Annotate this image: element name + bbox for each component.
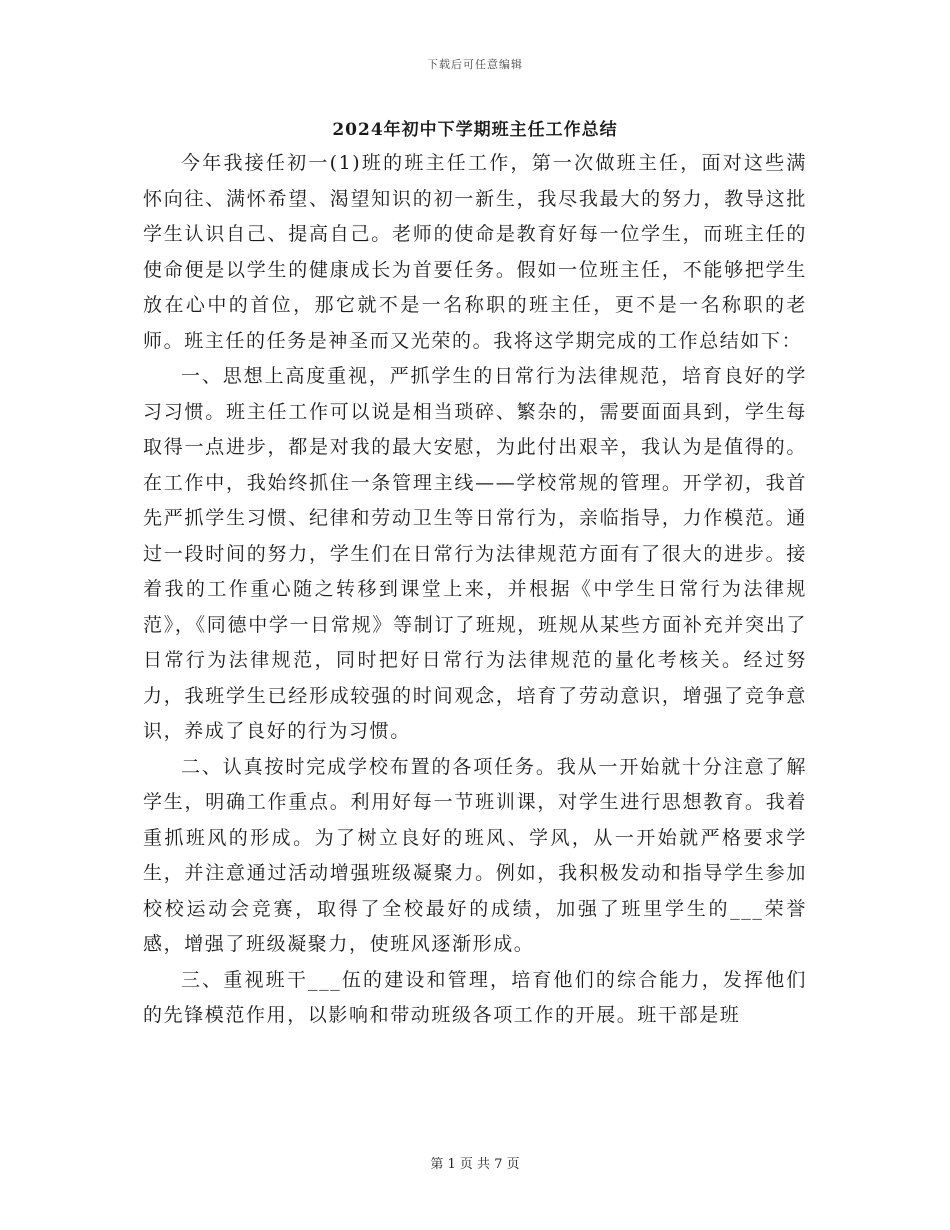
paragraph-section-3: 三、重视班干___伍的建设和管理，培育他们的综合能力，发挥他们的先锋模范作用，以影响和带动班级各项工作的开展。班干部是班 xyxy=(143,968,807,1026)
page-number: 第 1 页 共 7 页 xyxy=(430,1157,520,1172)
paragraph-intro: 今年我接任初一(1)班的班主任工作，第一次做班主任，面对这些满怀向往、满怀希望、渴望知识的初一新生，我尽我最大的努力，教导这批学生认识自己、提高自己。老师的使命是教育好每一位学生，而班主任的使命便是以学生的健康成长为首要任务。假如一位班主任，不能够把学生放在心中的首位，那它就不是一名称职的班主任，更不是一名称职的老师。班主任的任务是神圣而又光荣的。我将这学期完成的工作总结如下： xyxy=(143,152,807,352)
page-header-note: 下载后可任意编辑 xyxy=(427,58,523,71)
document-title: 2024年初中下学期班主任工作总结 xyxy=(332,120,618,140)
paragraph-section-1: 一、思想上高度重视，严抓学生的日常行为法律规范，培育良好的学习习惯。班主任工作可以说是相当琐碎、繁杂的，需要面面具到，学生每取得一点进步，都是对我的最大安慰，为此付出艰辛，我认为是值得的。在工作中，我始终抓住一条管理主线——学校常规的管理。开学初，我首先严抓学生习惯、纪律和劳动卫生等日常行为，亲临指导，力作模范。通过一段时间的努力，学生们在日常行为法律规范方面有了很大的进步。接着我的工作重心随之转移到课堂上来，并根据《中学生日常行为法律规范》，《同德中学一日常规》等制订了班规，班规从某些方面补充并突出了日常行为法律规范，同时把好日常行为法律规范的量化考核关。经过努力，我班学生已经形成较强的时间观念，培育了劳动意识，增强了竞争意识，养成了良好的行为习惯。 xyxy=(143,365,807,742)
document-body xyxy=(143,146,807,1034)
paragraph-section-2: 二、认真按时完成学校布置的各项任务。我从一开始就十分注意了解学生，明确工作重点。利用好每一节班训课，对学生进行思想教育。我着重抓班风的形成。为了树立良好的班风、学风，从一开始就严格要求学生，并注意通过活动增强班级凝聚力。例如，我积极发动和指导学生参加校校运动会竞赛，取得了全校最好的成绩，加强了班里学生的___荣誉感，增强了班级凝聚力，使班风逐渐形成。 xyxy=(143,755,807,955)
